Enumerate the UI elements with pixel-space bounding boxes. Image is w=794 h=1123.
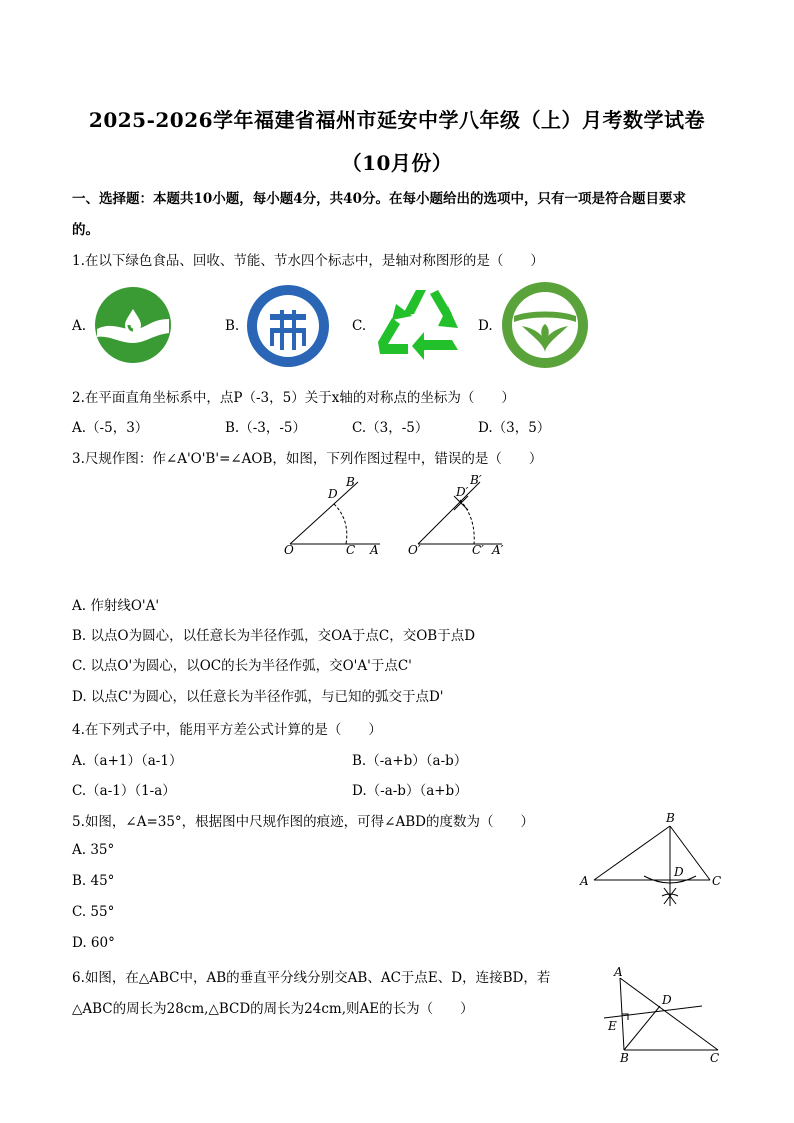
q6-figure: [596, 962, 730, 1070]
q3-label-o: O: [284, 543, 294, 557]
q3-option-a: A. 作射线O'A': [72, 598, 160, 614]
q5-option-d: D. 60°: [72, 935, 115, 951]
q3-stem: 3.尺规作图：作∠A'O'B'=∠AOB，如图，下列作图过程中，错误的是（ ）: [72, 451, 543, 467]
q4-option-c: C.（a-1）（1-a）: [72, 783, 176, 799]
q3-label-a-prime: A′: [492, 543, 504, 557]
q3-label-c: C: [346, 543, 356, 557]
q2-stem: 2.在平面直角坐标系中，点P（-3，5）关于x轴的对称点的坐标为（ ）: [72, 390, 515, 406]
q3-figure: [280, 470, 520, 560]
q6-label-a: A: [614, 965, 623, 979]
green-food-logo-icon: [93, 285, 173, 365]
q5-stem: 5.如图，∠A=35°，根据图中尺规作图的痕迹，可得∠ABD的度数为（ ）: [72, 814, 534, 830]
q2-option-d: D.（3，5）: [478, 420, 551, 436]
section-heading: 一、选择题：本题共10小题，每小题4分，共40分。在每小题给出的选项中，只有一项是符合题目要求: [72, 191, 686, 207]
q5-option-b: B. 45°: [72, 873, 115, 889]
q4-option-d: D.（-a-b）（a+b）: [352, 783, 468, 799]
water-saving-logo-icon: [500, 280, 590, 370]
q3-label-d-prime: D′: [456, 485, 469, 499]
q3-label-a: A: [370, 543, 379, 557]
q5-option-a: A. 35°: [72, 842, 115, 858]
q3-label-c-prime: C′: [472, 543, 484, 557]
q3-label-d: D: [328, 487, 338, 501]
recycling-logo-icon: [372, 284, 466, 368]
q2-option-a: A.（-5，3）: [72, 420, 149, 436]
q2-option-c: C.（3，-5）: [352, 420, 429, 436]
q4-option-b: B.（-a+b）（a-b）: [352, 753, 468, 769]
q5-label-c: C: [712, 874, 722, 888]
q5-figure: [578, 808, 728, 912]
q6-stem-line2: △ABC的周长为28cm,△BCD的周长为24cm,则AE的长为（ ）: [72, 1001, 474, 1017]
energy-saving-logo-icon: [246, 284, 330, 368]
q2-option-b: B.（-3，-5）: [225, 420, 307, 436]
q5-option-c: C. 55°: [72, 904, 115, 920]
exam-subtitle: （10月份）: [341, 151, 453, 175]
q1-stem: 1.在以下绿色食品、回收、节能、节水四个标志中，是轴对称图形的是（ ）: [72, 253, 544, 269]
q4-option-a: A.（a+1）（a-1）: [72, 753, 183, 769]
q6-stem-line1: 6.如图，在△ABC中，AB的垂直平分线分别交AB、AC于点E、D，连接BD，若: [72, 970, 551, 986]
q3-label-b: B: [346, 475, 355, 489]
q6-label-b: B: [620, 1051, 629, 1065]
q5-label-a: A: [580, 874, 589, 888]
q3-label-b-prime: B′: [470, 473, 482, 487]
q5-label-b: B: [666, 811, 675, 825]
q1-option-c-label: C.: [352, 318, 367, 334]
exam-title: 2025-2026学年福建省福州市延安中学八年级（上）月考数学试卷: [88, 108, 706, 132]
q1-option-a-label: A.: [72, 318, 87, 334]
q1-option-d-label: D.: [478, 318, 493, 334]
section-heading-cont: 的。: [72, 222, 99, 238]
q4-stem: 4.在下列式子中，能用平方差公式计算的是（ ）: [72, 722, 382, 738]
q6-label-e: E: [608, 1019, 617, 1033]
q3-option-b: B. 以点O为圆心，以任意长为半径作弧，交OA于点C，交OB于点D: [72, 628, 476, 644]
q6-label-d: D: [662, 993, 672, 1007]
q3-label-o-prime: O′: [408, 543, 421, 557]
q3-option-c: C. 以点O'为圆心，以OC的长为半径作弧，交O'A'于点C': [72, 658, 412, 674]
q5-label-d: D: [674, 865, 684, 879]
q6-label-c: C: [710, 1051, 720, 1065]
q3-option-d: D. 以点C'为圆心，以任意长为半径作弧，与已知的弧交于点D': [72, 689, 444, 705]
q1-option-b-label: B.: [225, 318, 240, 334]
